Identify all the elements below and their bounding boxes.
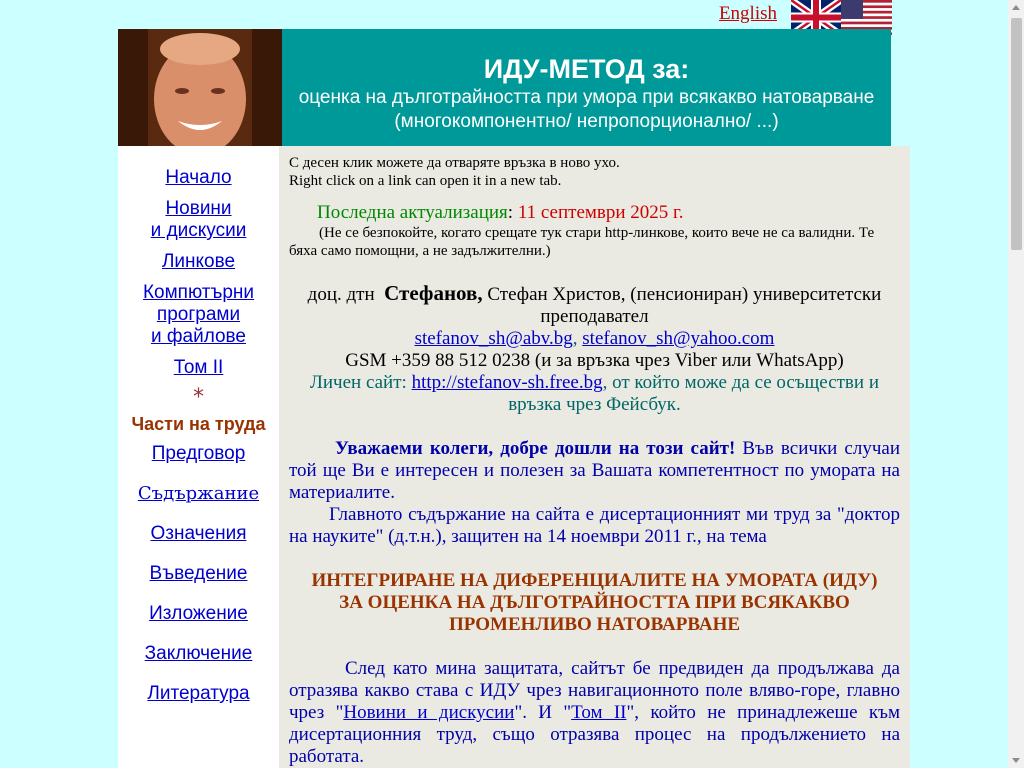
after-text-1: След като мина защитата, сайтът бе предвиден да продължава да отразява какво става с ИДУ чрез навигационното поле вляво-горе, главно чрез " [289,658,900,723]
scroll-up-arrow-icon[interactable] [1012,5,1020,10]
nav-news[interactable] [118,198,279,242]
nav-programs-line1: Компютърни [142,282,255,303]
email-separator: , [572,328,578,349]
http-note: (Не се безпокойте, когато срещате тук стари http-линкове, които вече не са валидни. Те бяха само помощни, а не задължителни.) [289,225,875,259]
nav-preface[interactable]: Предговор [151,443,246,464]
last-update [289,202,900,224]
email-yahoo-link[interactable]: stefanov_sh@yahoo.com [582,328,775,349]
dissertation-topic [289,570,900,636]
personal-site-link[interactable]: http://stefanov-sh.free.bg [411,372,603,393]
update-label: Последна актуализация [317,202,508,223]
author-block [289,282,900,416]
nav-news-line2: и дискусии [150,220,247,241]
main-paragraph: Главното съдържание на сайта е дисертационният ми труд за "доктор на науките" (д.т.н.), защитен на 14 ноември 2011 г., на тема [289,504,900,547]
email-abv-link[interactable]: stefanov_sh@abv.bg [414,328,573,349]
nav-volume-2[interactable]: Том II [173,357,224,378]
volume-2-link[interactable]: Том II [571,702,627,723]
nav-programs-line2: програми [156,304,241,325]
site-title: ИДУ-МЕТОД за: [483,54,690,84]
author-rest: Стефан Христов, (пенсиониран) университетски преподавател [487,284,882,327]
separator-star: * [193,385,204,410]
after-text-2: ". И " [514,702,572,723]
nav-conclusion[interactable]: Заключение [144,643,253,664]
right-click-note-en: Right click on a link can open it in a new tab. [289,173,562,189]
welcome-rest: Във всички случаи той ще Ви е интересен и полезен за Вашата компетентност по умората на материалите. [289,438,900,503]
nav-contents[interactable]: Съдържание [137,483,260,504]
site-label: Личен сайт: [310,372,407,393]
nav-literature[interactable]: Литература [147,683,250,704]
parts-section-title: Части на труда [131,414,266,434]
site-header [282,29,891,146]
topic-line-1: ИНТЕГРИРАНЕ НА ДИФЕРЕНЦИАЛИТЕ НА УМОРАТА (ИДУ) [311,570,878,591]
scroll-down-arrow-icon[interactable] [1012,758,1020,763]
topic-line-3: ПРОМЕНЛИВО НАТОВАРВАНЕ [448,614,741,635]
main-content [279,146,910,768]
gsm-text: GSM +359 88 512 0238 (и за връзка чрез Viber или WhatsApp) [345,350,844,371]
nav-programs[interactable] [118,282,279,348]
after-defense-paragraph [289,658,900,768]
page-scrollbar[interactable] [1008,0,1024,768]
nav-introduction[interactable]: Въведение [149,563,248,584]
welcome-paragraph [289,438,900,504]
topic-line-2: ЗА ОЦЕНКА НА ДЪЛГОТРАЙНОСТТА ПРИ ВСЯКАКВО [339,592,850,613]
nav-notations[interactable]: Означения [150,523,247,544]
sidebar-nav [118,146,279,768]
right-click-note-bg: С десен клик можете да отваряте връзка в ново ухо. [289,155,620,171]
author-photo [118,29,282,146]
nav-news-line1: Новини [165,198,232,219]
site-subtitle: оценка на дълготрайността при умора при всякакво натоварване [298,87,875,108]
author-surname: Стефанов, [384,281,483,305]
update-colon: : [507,202,514,223]
author-title: доц. дтн [307,284,375,305]
nav-home[interactable]: Начало [165,167,232,188]
site-rest: , от който може да се осъществи и връзка чрез Фейсбук. [508,372,879,415]
english-link[interactable]: English [718,3,777,24]
site-subtitle-2: (многокомпонентно/ непропорционално/ ...) [394,111,779,132]
nav-links[interactable]: Линкове [161,251,236,272]
nav-exposition[interactable]: Изложение [149,603,248,624]
welcome-bold: Уважаеми колеги, добре дошли на този сайт! [335,438,736,459]
update-date: 11 септември 2025 г. [517,202,684,223]
news-discussions-link[interactable]: Новини и дискусии [343,702,515,723]
after-text-3: ", който не принадлежеше към дисертационния труд, също отразява процес на продължението на работата. [289,702,900,767]
scroll-thumb[interactable] [1011,18,1022,250]
nav-programs-line3: и файлове [150,326,247,347]
